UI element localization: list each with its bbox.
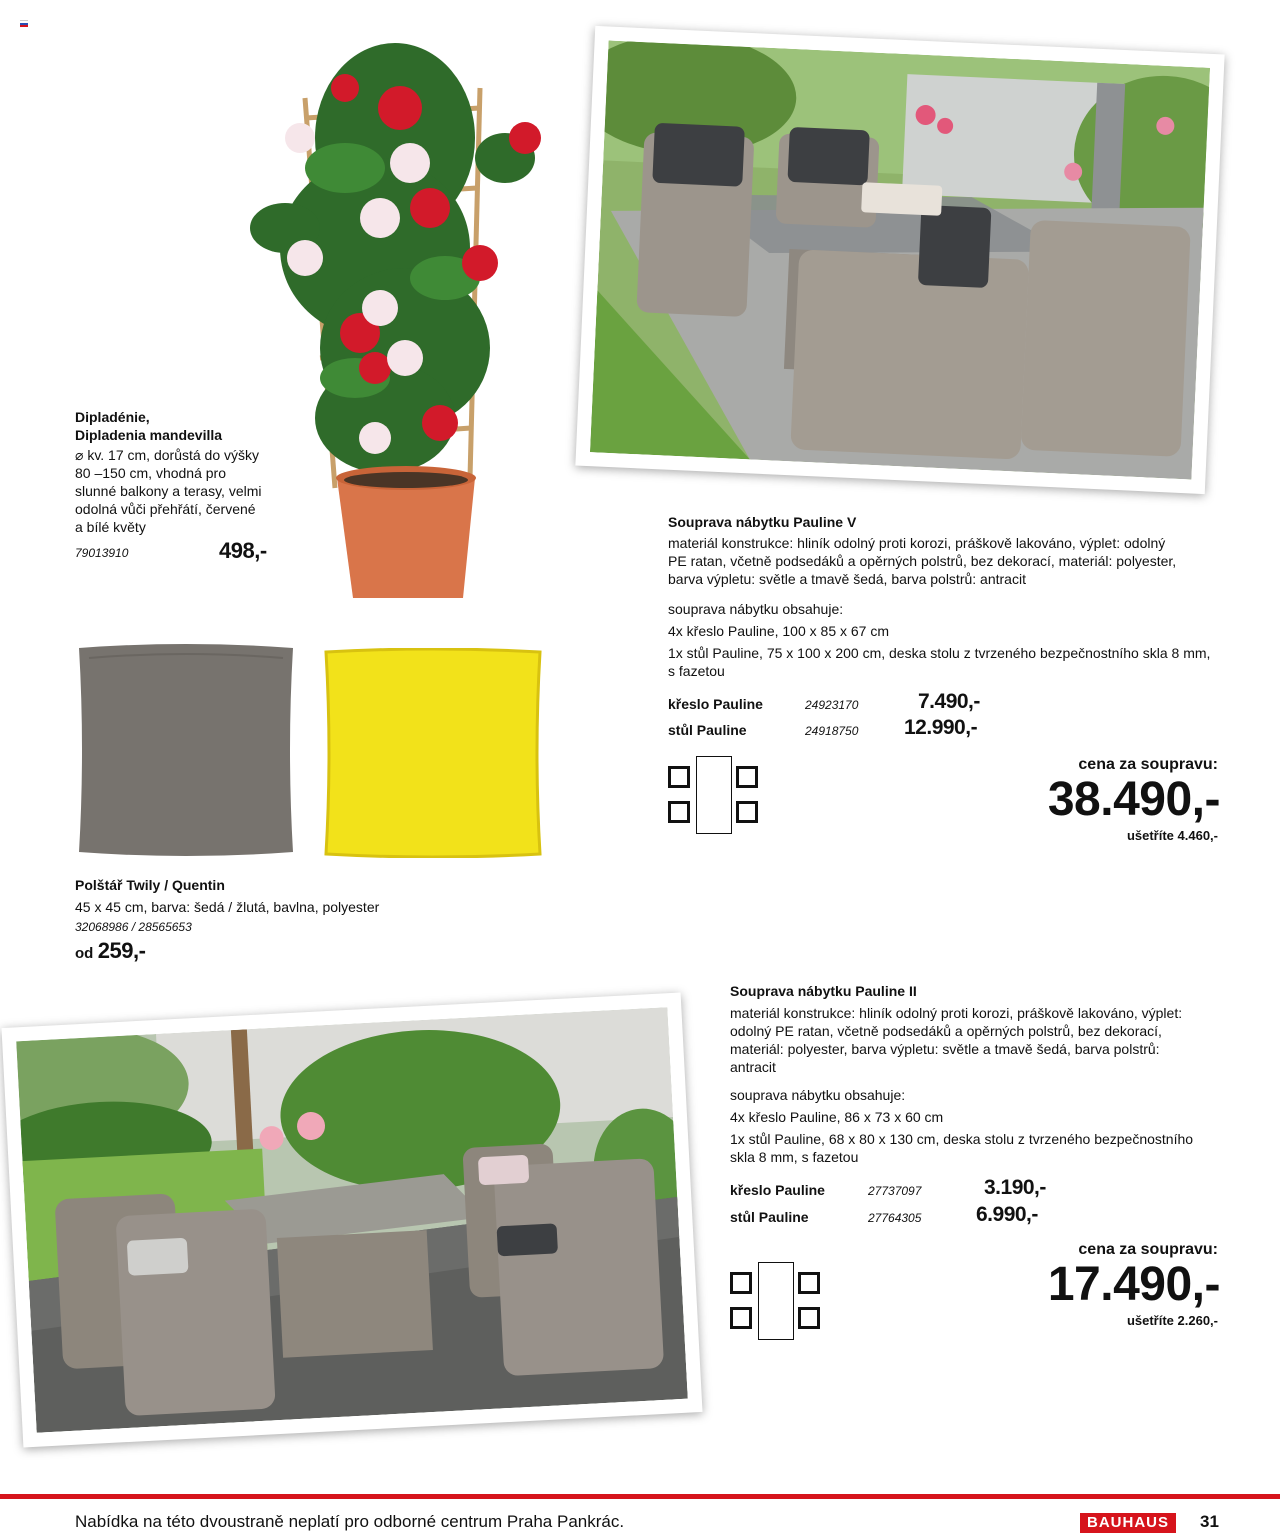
item-price: 3.190,- xyxy=(984,1176,1046,1199)
item-name: stůl Pauline xyxy=(668,722,747,738)
set-ii-description xyxy=(730,1004,1230,1076)
plant-desc-line: slunné balkony a terasy, velmi xyxy=(75,483,262,499)
pillow-codes: 32068986 / 28565653 xyxy=(75,920,192,934)
set-v-item-row xyxy=(668,722,747,738)
pillow-title: Polštář Twily / Quentin xyxy=(75,877,225,893)
set-ii-contents-line: skla 8 mm, s fazetou xyxy=(730,1149,859,1165)
plant-title xyxy=(75,408,222,444)
pauline-v-photo xyxy=(590,41,1210,480)
set-ii-set-label: cena za soupravu: xyxy=(1078,1241,1218,1258)
set-ii-contents-line: 1x stůl Pauline, 68 x 80 x 130 cm, deska stolu z tvrzeného bezpečnostního xyxy=(730,1131,1194,1147)
set-ii-set-price: 17.490,- xyxy=(1047,1258,1220,1311)
set-v-item-row xyxy=(668,696,763,712)
set-v-desc-line: materiál konstrukce: hliník odolný proti korozi, práškově lakováno, výplet: odolný xyxy=(668,535,1166,551)
page-number: 31 xyxy=(1200,1512,1219,1531)
set-v-set-price: 38.490,- xyxy=(1047,773,1220,826)
item-name: křeslo Pauline xyxy=(668,696,763,712)
plant-price: 498,- xyxy=(219,538,267,563)
set-v-description xyxy=(668,534,1228,588)
plant-desc-line: a bílé květy xyxy=(75,519,146,535)
set-v-desc-line: barva výpletu: světle a tmavě šedá, barva polstrů: antracit xyxy=(668,571,1026,587)
plant-desc-line: ⌀ kv. 17 cm, dorůstá do výšky xyxy=(75,447,260,463)
set-v-set-label: cena za soupravu: xyxy=(1078,756,1218,773)
set-ii-contents xyxy=(730,1108,1230,1166)
set-ii-desc-line: materiál: polyester, barva výpletu: světle a tmavě šedá, barva polstrů: xyxy=(730,1041,1160,1057)
item-code: 27764305 xyxy=(868,1211,922,1225)
pauline-ii-photo xyxy=(16,1007,688,1433)
item-price: 7.490,- xyxy=(918,690,980,713)
set-ii-desc-line: materiál konstrukce: hliník odolný proti korozi, práškově lakováno, výplet: xyxy=(730,1005,1183,1021)
item-name: křeslo Pauline xyxy=(730,1182,825,1198)
set-ii-title: Souprava nábytku Pauline II xyxy=(730,983,917,999)
pauline-v-photo-frame xyxy=(575,26,1224,494)
yellow-pillow-image xyxy=(322,648,544,858)
set-ii-desc-line: antracit xyxy=(730,1059,776,1075)
pauline-ii-photo-frame xyxy=(1,992,702,1447)
set-ii-item-row xyxy=(730,1182,825,1198)
table-layout-icon xyxy=(730,1262,822,1342)
set-v-savings: ušetříte 4.460,- xyxy=(1126,828,1218,843)
item-code: 27737097 xyxy=(868,1184,922,1198)
set-v-contents-title: souprava nábytku obsahuje: xyxy=(668,601,844,617)
country-flag-icon xyxy=(20,20,28,26)
plant-title-line2: Dipladenia mandevilla xyxy=(75,427,223,443)
item-price: 6.990,- xyxy=(976,1203,1038,1226)
plant-description xyxy=(75,446,275,536)
plant-title-line1: Dipladénie, xyxy=(75,409,150,425)
plant-desc-line: 80 –150 cm, vhodná pro xyxy=(75,465,226,481)
set-v-title: Souprava nábytku Pauline V xyxy=(668,514,857,530)
pillow-price-group xyxy=(75,938,145,964)
set-ii-desc-line: odolný PE ratan, včetně podsedáků a opěrných polstrů, bez dekorací, xyxy=(730,1023,1162,1039)
table-layout-icon xyxy=(668,756,760,836)
pillow-price: 259,- xyxy=(97,938,146,963)
grey-pillow-image xyxy=(75,642,297,858)
set-v-contents-line: 1x stůl Pauline, 75 x 100 x 200 cm, deska stolu z tvrzeného bezpečnostního skla 8 mm, xyxy=(668,645,1211,661)
bauhaus-logo-text: BAUHAUS xyxy=(1087,1514,1169,1531)
set-ii-contents-title: souprava nábytku obsahuje: xyxy=(730,1087,906,1103)
footer-divider xyxy=(0,1494,1280,1499)
bauhaus-logo xyxy=(1080,1513,1176,1533)
set-v-contents-line: s fazetou xyxy=(668,663,725,679)
set-v-desc-line: PE ratan, včetně podsedáků a opěrných polstrů, bez dekorací, materiál: polyester, xyxy=(668,553,1177,569)
footer-note: Nabídka na této dvoustraně neplatí pro odborné centrum Praha Pankrác. xyxy=(75,1512,625,1531)
set-v-contents-line: 4x křeslo Pauline, 100 x 85 x 67 cm xyxy=(668,623,890,639)
set-ii-contents-line: 4x křeslo Pauline, 86 x 73 x 60 cm xyxy=(730,1109,944,1125)
pillow-description: 45 x 45 cm, barva: šedá / žlutá, bavlna, polyester xyxy=(75,899,380,915)
set-ii-item-row xyxy=(730,1209,809,1225)
set-ii-savings: ušetříte 2.260,- xyxy=(1126,1313,1218,1328)
item-code: 24918750 xyxy=(805,724,859,738)
pillow-price-prefix: od xyxy=(75,945,94,962)
item-code: 24923170 xyxy=(805,698,859,712)
item-price: 12.990,- xyxy=(904,716,978,739)
set-v-contents xyxy=(668,622,1228,680)
plant-code: 79013910 xyxy=(75,546,129,560)
item-name: stůl Pauline xyxy=(730,1209,809,1225)
plant-desc-line: odolná vůči přehřátí, červené xyxy=(75,501,256,517)
